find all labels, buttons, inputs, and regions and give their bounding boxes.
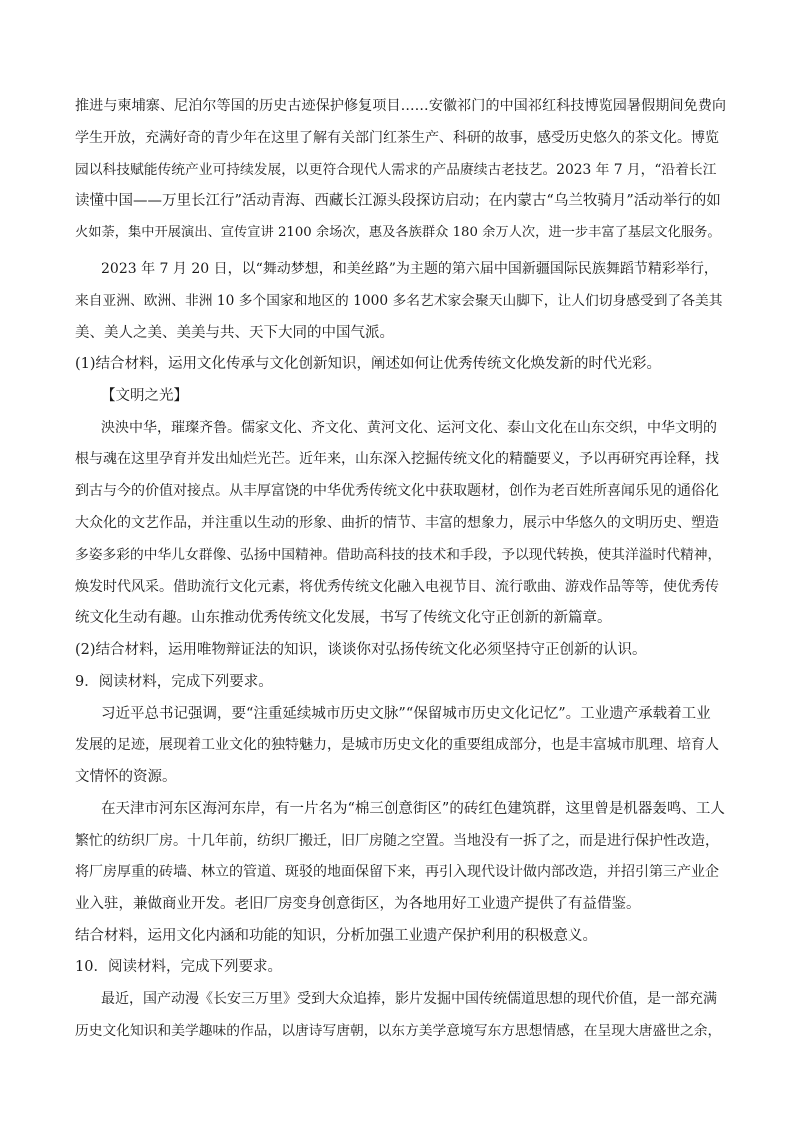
paragraph-line: 多姿多彩的中华儿女群像、弘扬中国精神。借助高科技的技术和手段，予以现代转换，使其洋溢时代精神，	[75, 547, 722, 563]
paragraph-line: 习近平总书记强调，要“注重延续城市历史文脉”“保留城市历史文化记忆”。工业遗产承载着工业	[101, 706, 711, 722]
paragraph-line: 来自亚洲、欧洲、非洲 10 多个国家和地区的 1000 多名艺术家会聚天山脚下，让人们切身感受到了各美其	[75, 293, 723, 309]
paragraph-line: 火如荼，集中开展演出、宣传宣讲 2100 余场次，惠及各族群众 180 余万人次，进一步丰富了基层文化服务。	[75, 225, 721, 240]
paragraph-line: 推进与柬埔寨、尼泊尔等国的历史古迹保护修复项目……安徽祁门的中国祁红科技博览园暑假期间免费向	[75, 98, 726, 114]
paragraph-line: 泱泱中华，璀璨齐鲁。儒家文化、齐文化、黄河文化、运河文化、泰山文化在山东交织，中华文明的	[101, 420, 717, 436]
paragraph-line: 园以科技赋能传统产业可持续发展，以更符合现代人需求的产品赓续古老技艺。2023 年 7 月，“沿着长江	[75, 162, 717, 178]
paragraph-line: 文情怀的资源。	[75, 769, 177, 785]
paragraph-line: 根与魂在这里孕育并发出灿烂光芒。近年来，山东深入挖掘传统文化的精髓要义，予以再研究再诠释，找	[75, 451, 719, 467]
paragraph-line: 美、美人之美、美美与共、天下大同的中国气派。	[75, 325, 394, 341]
section-heading: 【文明之光】	[101, 388, 188, 404]
paragraph-line: 焕发时代风采。借助流行文化元素，将优秀传统文化融入电视节目、流行歌曲、游戏作品等等，使优秀传	[75, 579, 719, 595]
question-10-heading: 10．阅读材料，完成下列要求。	[75, 959, 282, 975]
question-1-prompt: (1)结合材料，运用文化传承与文化创新知识，阐述如何让优秀传统文化焕发新的时代光彩。	[75, 356, 662, 372]
paragraph-line: 读懂中国——万里长江行”活动青海、西藏长江源头段探访启动；在内蒙古“乌兰牧骑月”活动举行的如	[75, 193, 721, 209]
paragraph-line: 到古与今的价值对接点。从丰厚富饶的中华优秀传统文化中获取题材，创作为老百姓所喜闻乐见的通俗化	[75, 483, 719, 499]
paragraph-line: 2023 年 7 月 20 日，以“舞动梦想，和美丝路”为主题的第六届中国新疆国际民族舞蹈节精彩举行，	[101, 261, 718, 277]
paragraph-line: 学生开放，充满好奇的青少年在这里了解有关部门红茶生产、科研的故事，感受历史悠久的茶文化。博览	[75, 130, 719, 146]
question-9-prompt: 结合材料，运用文化内涵和功能的知识，分析加强工业遗产保护利用的积极意义。	[75, 928, 597, 944]
paragraph-line: 最近，国产动漫《长安三万里》受到大众追捧，影片发掘中国传统儒道思想的现代价值，是一部充满	[101, 991, 717, 1007]
paragraph-line: 历史文化知识和美学趣味的作品，以唐诗写唐朝，以东方美学意境写东方思想情感，在呈现大唐盛世之余，	[75, 1023, 722, 1039]
paragraph-line: 大众化的文艺作品，并注重以生动的形象、曲折的情节、丰富的想象力，展示中华悠久的文明历史、塑造	[75, 515, 719, 531]
paragraph-line: 繁忙的纺织厂房。十几年前，纺织厂搬迁，旧厂房随之空置。当地没有一拆了之，而是进行保护性改造，	[75, 833, 719, 849]
paragraph-line: 在天津市河东区海河东岸，有一片名为“棉三创意街区”的砖红色建筑群，这里曾是机器轰鸣、工人	[101, 801, 725, 817]
paragraph-line: 将厂房厚重的砖墙、林立的管道、斑驳的地面保留下来，再引入现代设计做内部改造，并招引第三产业企	[75, 864, 719, 880]
paragraph-line: 业入驻，兼做商业开发。老旧厂房变身创意街区，为各地用好工业遗产提供了有益借鉴。	[75, 896, 641, 912]
question-9-heading: 9．阅读材料，完成下列要求。	[75, 674, 273, 690]
question-2-prompt: (2)结合材料，运用唯物辩证法的知识，谈谈你对弘扬传统文化必须坚持守正创新的认识。	[75, 642, 647, 658]
paragraph-line: 统文化生动有趣。山东推动优秀传统文化发展，书写了传统文化守正创新的新篇章。	[75, 610, 612, 626]
paragraph-line: 发展的足迹，展现着工业文化的独特魅力，是城市历史文化的重要组成部分，也是丰富城市肌理、培育人	[75, 737, 719, 753]
